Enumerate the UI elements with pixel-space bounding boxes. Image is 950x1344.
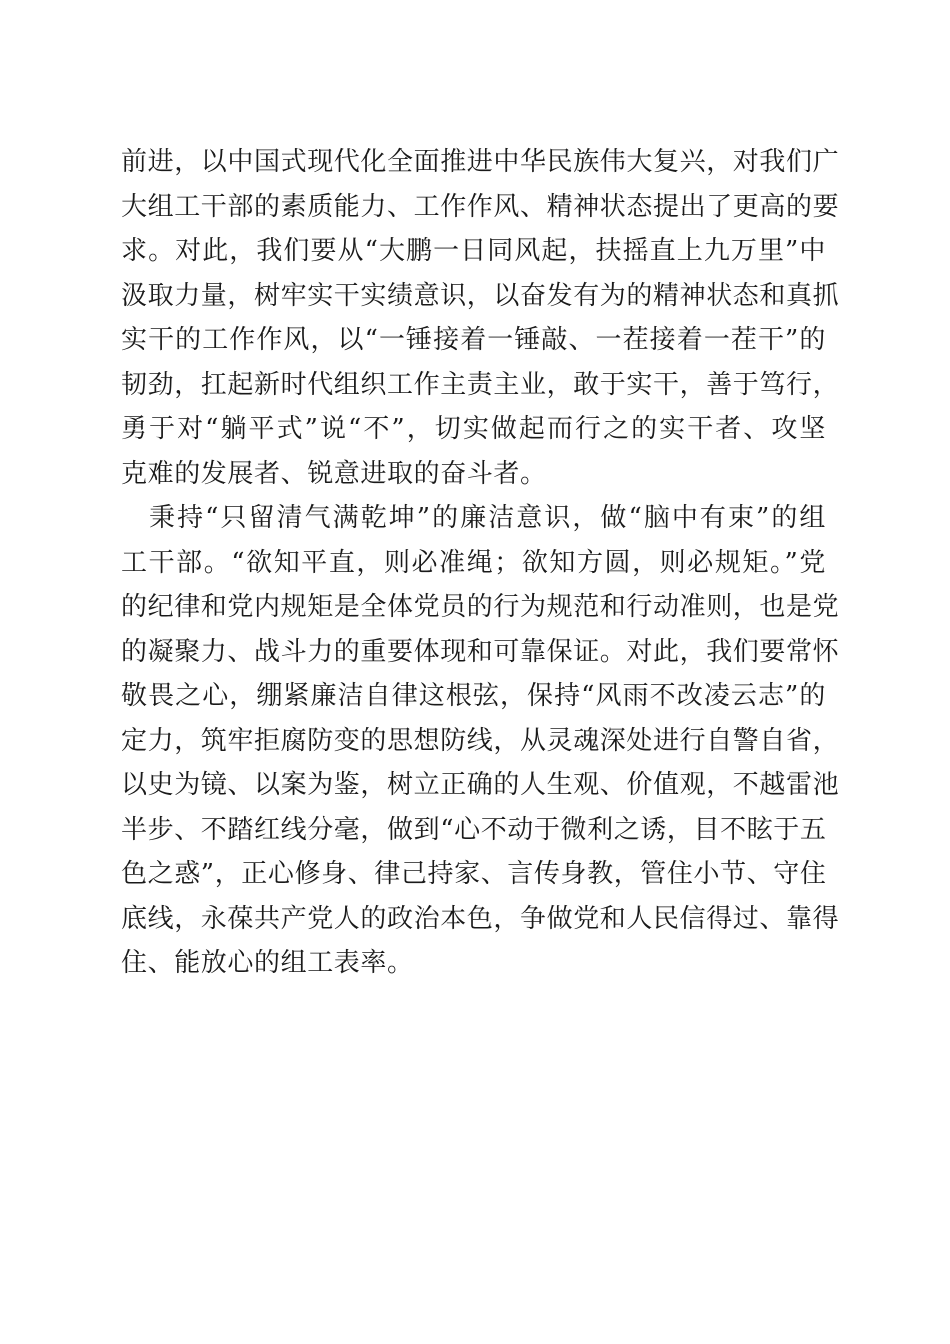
paragraph-line: 底线，永葆共产党人的政治本色，争做党和人民信得过、靠得 <box>121 903 840 934</box>
paragraph-line: 定力，筑牢拒腐防变的思想防线，从灵魂深处进行自警自省， <box>121 725 840 756</box>
paragraph-line: 前进，以中国式现代化全面推进中华民族伟大复兴，对我们广 <box>121 147 840 177</box>
document-body <box>121 140 840 986</box>
paragraph-line: 秉持“只留清气满乾坤”的廉洁意识，做“脑中有束”的组 <box>121 503 826 533</box>
paragraph-line: 汲取力量，树牢实干实绩意识，以奋发有为的精神状态和真抓 <box>121 280 840 311</box>
paragraph-line: 实干的工作作风，以“一锤接着一锤敲、一茬接着一茬干”的 <box>121 325 826 355</box>
paragraph-line: 的纪律和党内规矩是全体党员的行为规范和行动准则，也是党 <box>121 592 840 622</box>
paragraph-line: 的凝聚力、战斗力的重要体现和可靠保证。对此，我们要常怀 <box>121 636 840 667</box>
paragraph-line: 色之惑”，正心修身、律己持家、言传身教，管住小节、守住 <box>121 859 827 889</box>
paragraph-line: 敬畏之心，绷紧廉洁自律这根弦，保持“风雨不改凌云志”的 <box>121 681 826 711</box>
paragraph-line: 大组工干部的素质能力、工作作风、精神状态提出了更高的要 <box>121 191 840 222</box>
paragraph-line: 住、能放心的组工表率。 <box>121 948 414 978</box>
paragraph-1 <box>121 140 840 496</box>
paragraph-line: 克难的发展者、锐意进取的奋斗者。 <box>121 458 547 489</box>
paragraph-line: 韧劲，扛起新时代组织工作主责主业，敢于实干，善于笃行， <box>121 369 840 400</box>
paragraph-line: 半步、不踏红线分毫，做到“心不动于微利之诱，目不眩于五 <box>121 814 827 845</box>
paragraph-line: 求。对此，我们要从“大鹏一日同风起，扶摇直上九万里”中 <box>121 236 826 266</box>
paragraph-2 <box>121 496 840 986</box>
paragraph-line: 工干部。“欲知平直，则必准绳；欲知方圆，则必规矩。”党 <box>121 547 826 578</box>
paragraph-line: 以史为镜、以案为鉴，树立正确的人生观、价值观，不越雷池 <box>121 770 840 800</box>
paragraph-line: 勇于对“躺平式”说“不”，切实做起而行之的实干者、攻坚 <box>121 414 826 444</box>
